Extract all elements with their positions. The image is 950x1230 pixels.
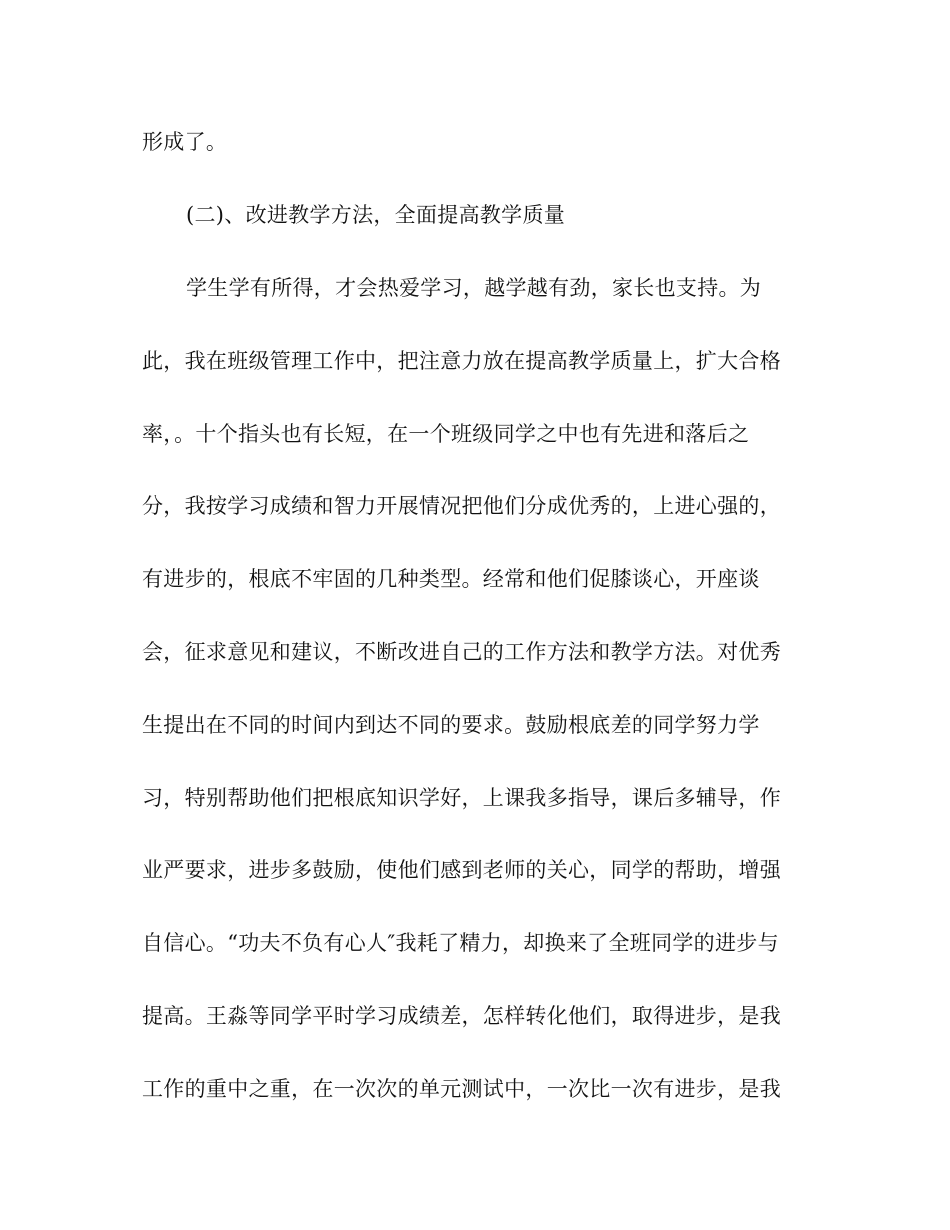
text-line: 生提出在不同的时间内到达不同的要求。鼓励根底差的同学努力学 <box>142 713 760 737</box>
paragraph-first-line: 学生学有所得，才会热爱学习，越学越有劲，家长也支持。为 <box>186 276 762 300</box>
text-line: 自信心。“功夫不负有心人″我耗了精力，却换来了全班同学的进步与 <box>142 931 779 955</box>
text-line: 分，我按学习成绩和智力开展情况把他们分成优秀的，上进心强的， <box>142 494 781 518</box>
text-line: 提高。王淼等同学平时学习成绩差，怎样转化他们，取得进步，是我 <box>142 1004 781 1028</box>
text-line: 会，征求意见和建议，不断改进自己的工作方法和教学方法。对优秀 <box>142 640 781 664</box>
text-line: 工作的重中之重，在一次次的单元测试中，一次比一次有进步，是我 <box>142 1077 781 1101</box>
text-line: 习，特别帮助他们把根底知识学好，上课我多指导，课后多辅导，作 <box>142 786 781 810</box>
text-line: 有进步的，根底不牢固的几种类型。经常和他们促膝谈心，开座谈 <box>142 567 760 591</box>
text-line: 业严要求，进步多鼓励，使他们感到老师的关心，同学的帮助，增强 <box>142 858 781 882</box>
text-line: 此，我在班级管理工作中，把注意力放在提高教学质量上，扩大合格 <box>142 349 781 373</box>
section-heading: (二)、改进教学方法，全面提高教学质量 <box>186 203 566 227</box>
text-line: 率，。十个指头也有长短，在一个班级同学之中也有先进和落后之 <box>142 422 750 446</box>
text-line: 形成了。 <box>142 130 228 154</box>
